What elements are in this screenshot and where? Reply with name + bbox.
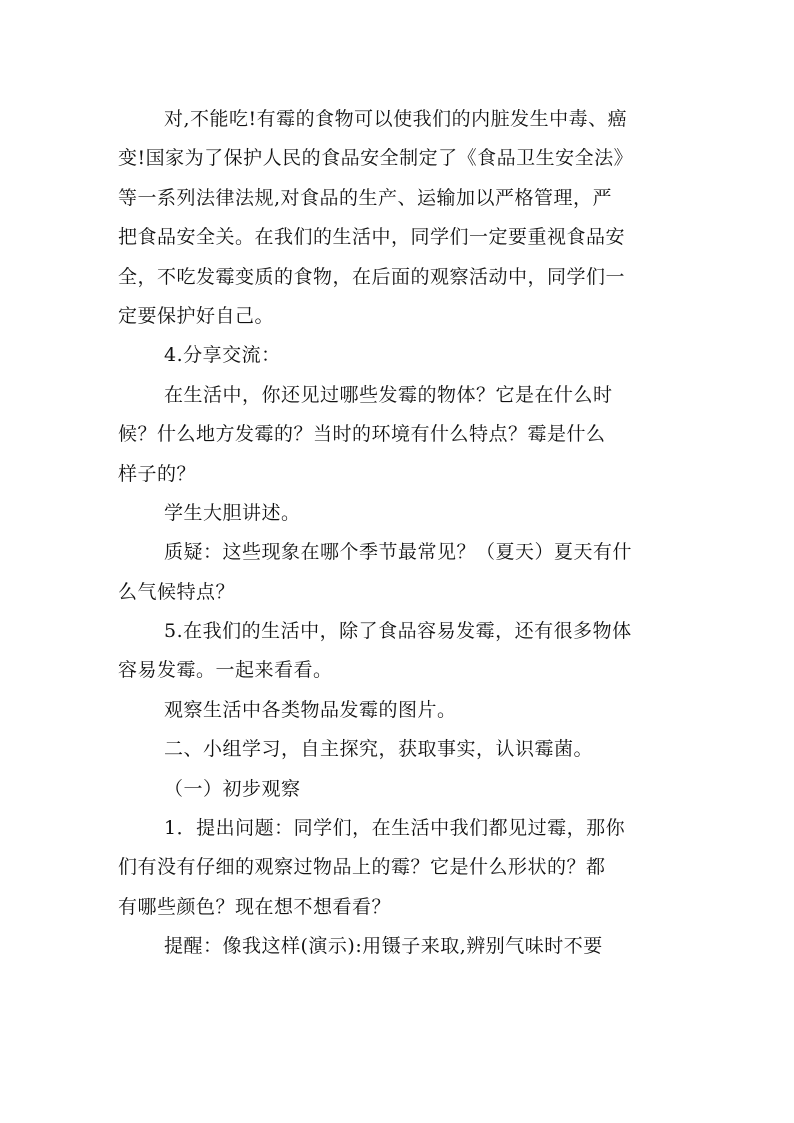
text-line-15: 容易发霉。一起来看看。 [118,659,333,682]
text-line-16: 观察生活中各类物品发霉的图片。 [164,698,457,721]
text-line-5: 全，不吃发霉变质的食物，在后面的观察活动中，同学们一 [118,265,626,288]
text-line-21: 有哪些颜色？现在想不想看看？ [118,895,392,918]
body-text [118,100,688,967]
text-line-22: 提醒：像我这样(演示):用镊子来取,辨别气味时不要 [164,935,603,958]
text-line-10: 样子的？ [118,462,197,485]
text-line-4: 把食品安全关。在我们的生活中，同学们一定要重视食品安 [118,226,626,249]
text-line-6: 定要保护好自己。 [118,304,275,327]
text-line-9: 候？什么地方发霉的？当时的环境有什么特点？霉是什么 [118,423,606,446]
section-heading-group-study: 二、小组学习，自主探究，获取事实，认识霉菌。 [164,738,594,761]
text-line-20: 们有没有仔细的观察过物品上的霉？它是什么形状的？都 [118,856,606,879]
text-line-11: 学生大胆讲述。 [164,501,301,524]
text-line-13: 么气候特点？ [118,580,236,603]
text-line-3: 等一系列法律法规,对食品的生产、运输加以严格管理，严 [118,186,613,209]
text-line-19: 1．提出问题：同学们，在生活中我们都见过霉，那你 [164,817,626,840]
subsection-heading-observe: （一）初步观察 [164,777,301,800]
text-line-1: 对,不能吃!有霉的食物可以使我们的内脏发生中毒、癌 [164,108,628,130]
text-line-14: 5.在我们的生活中，除了食品容易发霉，还有很多物体 [164,620,632,643]
section-heading-share: 4.分享交流： [164,344,281,367]
text-line-8: 在生活中，你还见过哪些发霉的物体？它是在什么时 [164,383,613,406]
text-line-2: 变!国家为了保护人民的食品安全制定了《食品卫生安全法》 [118,147,634,170]
text-line-12: 质疑：这些现象在哪个季节最常见？（夏天）夏天有什 [164,541,633,564]
